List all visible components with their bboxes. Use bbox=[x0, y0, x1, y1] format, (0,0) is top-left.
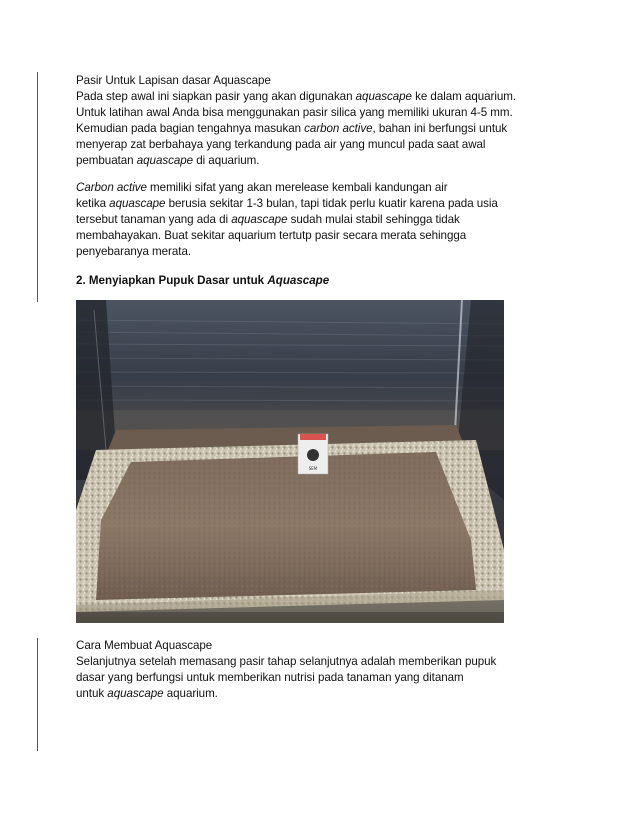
photo-label-card bbox=[298, 434, 328, 474]
caption-making-aquascape: Cara Membuat Aquascape bbox=[76, 639, 213, 652]
margin-line-top bbox=[37, 72, 38, 302]
paragraph-line: Carbon active memiliki sifat yang akan merelease kembali kandungan air bbox=[76, 181, 448, 194]
paragraph-line: dasar yang berfungsi untuk memberikan nutrisi pada tanaman yang ditanam bbox=[76, 671, 464, 684]
section-making-aquascape bbox=[76, 638, 576, 702]
paragraph-line: pembuatan aquascape di aquarium. bbox=[76, 154, 260, 167]
paragraph-line: Kemudian pada bagian tengahnya masukan carbon active, bahan ini berfungsi untuk bbox=[76, 122, 508, 135]
paragraph-line: ketika aquascape berusia sekitar 1-3 bulan, tapi tidak perlu kuatir karena pada usia bbox=[76, 197, 498, 210]
paragraph-line: penyebaranya merata. bbox=[76, 245, 192, 258]
aquarium-photo bbox=[76, 300, 504, 623]
paragraph-line: Pada step awal ini siapkan pasir yang akan digunakan aquascape ke dalam aquarium. bbox=[76, 90, 517, 103]
paragraph-line: menyerap zat berbahaya yang terkandung pada air yang muncul pada saat awal bbox=[76, 138, 486, 151]
section-heading-fertilizer: 2. Menyiapkan Pupuk Dasar untuk Aquascape bbox=[76, 274, 330, 287]
svg-text:SEM: SEM bbox=[308, 466, 318, 471]
paragraph-line: untuk aquascape aquarium. bbox=[76, 687, 218, 700]
section-carbon-active bbox=[76, 180, 576, 260]
paragraph-line: Untuk latihan awal Anda bisa menggunakan pasir silica yang memiliki ukuran 4-5 mm. bbox=[76, 106, 513, 119]
paragraph-line: tersebut tanaman yang ada di aquascape sudah mulai stabil sehingga tidak bbox=[76, 213, 460, 226]
paragraph-line: membahayakan. Buat sekitar aquarium tertutp pasir secara merata sehingga bbox=[76, 229, 467, 242]
margin-line-bottom bbox=[37, 638, 38, 751]
paragraph-line: Selanjutnya setelah memasang pasir tahap selanjutnya adalah memberikan pupuk bbox=[76, 655, 497, 668]
section-sand-layer bbox=[76, 73, 576, 169]
caption-sand-layer: Pasir Untuk Lapisan dasar Aquascape bbox=[76, 74, 271, 87]
